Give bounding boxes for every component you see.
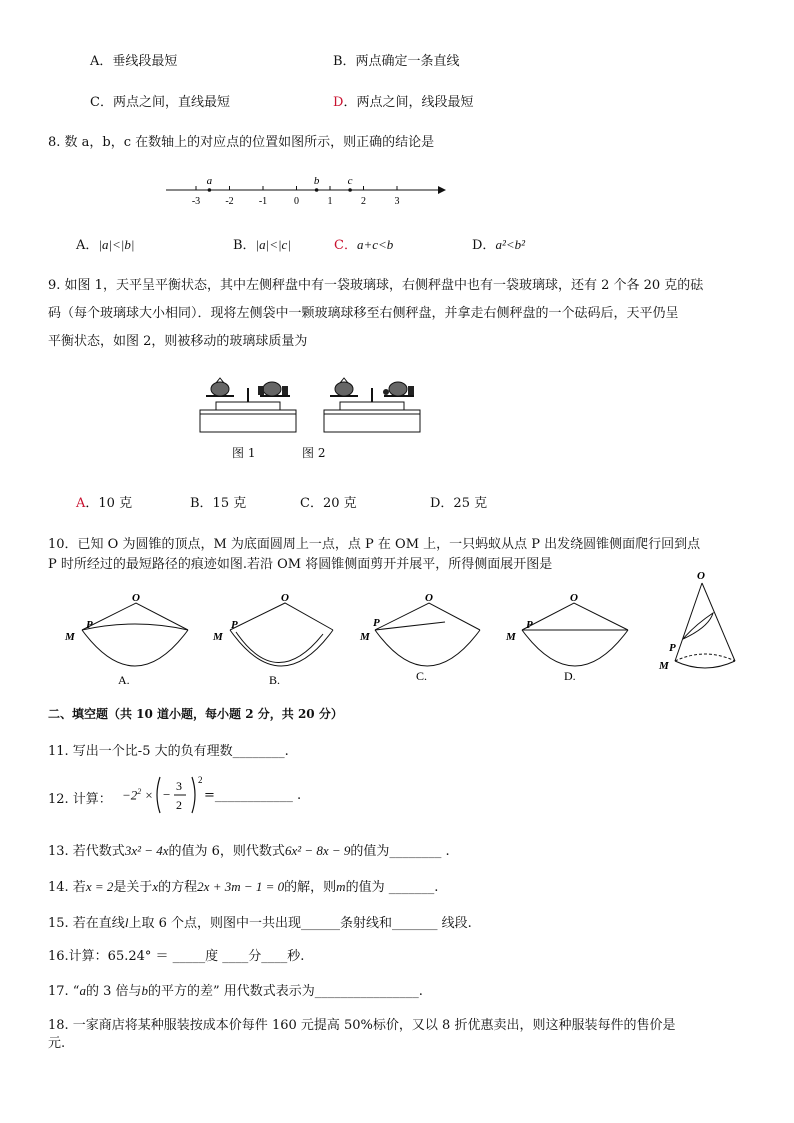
number-line-point-a <box>208 188 212 192</box>
q18-line-1: 18. 一家商店将某种服装按成本价每件 160 元提高 50%标价，又以 8 折优惠卖出，则这种服装每件的售价是 <box>48 1018 676 1033</box>
svg-text:−: − <box>163 787 171 802</box>
q10-line-1: 10．已知 O 为圆锥的顶点，M 为底面圆周上一点，点 P 在 OM 上，一只蚂蚁从点 P 出发绕圆锥侧面爬行回到点 <box>48 537 701 552</box>
bag-of-marbles-right-icon <box>389 382 407 396</box>
weight-icon <box>258 386 264 395</box>
q9-line-1: 9. 如图 1，天平呈平衡状态，其中左侧秤盘中有一袋玻璃球，右侧秤盘中也有一袋玻璃球，还有 2 个各 20 克的砝 <box>48 278 704 293</box>
q10-line-2: P 时所经过的最短路径的痕迹如图.若沿 OM 将圆锥侧面剪开并展平，所得侧面展开图是 <box>48 557 553 572</box>
number-line-point-b <box>315 188 319 192</box>
number-line-tick-label: 0 <box>294 196 299 207</box>
number-line-point-c <box>348 188 352 192</box>
figure-1-caption: 图 1 <box>232 446 256 460</box>
q8-option-a: A．|a|<|b| <box>76 237 135 253</box>
svg-text:P: P <box>86 619 93 631</box>
svg-text:O: O <box>697 570 705 582</box>
q7-option-d-letter: D <box>333 95 344 110</box>
number-line-tick-label: -1 <box>258 196 268 207</box>
svg-text:M: M <box>65 631 75 643</box>
svg-text:2: 2 <box>176 798 182 812</box>
q11: 11. 写出一个比-5 大的负有理数________. <box>48 744 289 759</box>
q9-option-a: A．10 克 <box>76 496 133 511</box>
q7-option-d <box>333 91 473 110</box>
q9-option-c: C．20 克 <box>300 496 357 511</box>
number-line-point-label-a: a <box>206 175 213 187</box>
q8-option-c: C．a+c<b <box>334 237 394 253</box>
number-line-point-label-b: b <box>313 175 320 187</box>
q8-number-line <box>160 172 450 208</box>
svg-text:M: M <box>360 631 370 643</box>
weight-icon <box>282 386 288 395</box>
svg-text:O: O <box>281 592 289 604</box>
q14: 14. 若x = 2是关于x的方程2x + 3m − 1 = 0的解，则m的值为 _______. <box>48 879 439 895</box>
number-line-tick-label: -2 <box>225 196 234 207</box>
balance-figure-2 <box>322 374 422 434</box>
q18-line-2: 元. <box>48 1036 66 1051</box>
number-line-tick-label: 3 <box>394 196 400 207</box>
svg-text:A.: A. <box>118 673 130 687</box>
svg-text:O: O <box>425 592 433 604</box>
svg-text:P: P <box>373 617 380 629</box>
section-2-heading: 二、填空题（共 10 道小题，每小题 2 分，共 20 分） <box>48 707 343 721</box>
svg-text:O: O <box>570 592 578 604</box>
q7-option-a: A．垂线段最短 <box>90 54 178 69</box>
number-line-arrow-icon <box>438 186 446 194</box>
svg-text:M: M <box>659 660 669 672</box>
q9-line-3: 平衡状态，如图 2，则被移动的玻璃球质量为 <box>48 334 308 349</box>
q8-option-b: B．|a|<|c| <box>233 237 291 253</box>
q10-fan-c <box>355 592 495 687</box>
svg-text:P: P <box>526 619 533 631</box>
q10-fan-a <box>60 592 200 687</box>
q9-line-2: 码（每个玻璃球大小相同）．现将左侧袋中一颗玻璃球移至右侧秤盘，并拿走右侧秤盘的一个砝码后，天平仍呈 <box>48 306 679 321</box>
svg-text:C.: C. <box>416 669 428 683</box>
q9-option-d: D．25 克 <box>430 496 488 511</box>
svg-text:M: M <box>213 631 223 643</box>
q9-option-b: B．15 克 <box>190 496 247 511</box>
weight-icon <box>408 386 414 395</box>
q8-stem: 8. 数 a，b，c 在数轴上的对应点的位置如图所示，则正确的结论是 <box>48 135 435 150</box>
q10-cone <box>655 565 745 685</box>
figure-2-caption: 图 2 <box>302 446 326 460</box>
balance-figure-1 <box>198 374 298 434</box>
q13: 13. 若代数式3x² − 4x的值为 6，则代数式6x² − 8x − 9的值为________ . <box>48 843 450 859</box>
q12-fraction-expression <box>154 775 206 815</box>
number-line-tick-label: 1 <box>327 196 333 207</box>
svg-text:D.: D. <box>564 669 576 683</box>
q17: 17. “a的 3 倍与b的平方的差” 用代数式表示为________________. <box>48 983 423 999</box>
number-line-tick-label: 2 <box>361 196 366 207</box>
bag-of-marbles-right-icon <box>263 382 281 396</box>
svg-text:P: P <box>231 619 238 631</box>
q15: 15. 若在直线l上取 6 个点，则图中一共出现______条射线和_______ 线段. <box>48 915 472 931</box>
svg-text:B.: B. <box>269 673 281 687</box>
q7-option-c: C．两点之间，直线最短 <box>90 95 230 110</box>
marble-icon <box>383 389 389 395</box>
q7-option-b: B．两点确定一条直线 <box>333 54 460 69</box>
q10-fan-b <box>205 592 345 687</box>
bag-of-marbles-left-icon <box>211 382 229 396</box>
number-line-point-label-c: c <box>347 175 353 187</box>
number-line-tick-label: -3 <box>191 196 201 207</box>
svg-text:M: M <box>506 631 516 643</box>
bag-of-marbles-left-icon <box>335 382 353 396</box>
q8-option-d: D．a²<b² <box>472 237 526 253</box>
q12-minus-two-squared: $-2^2$ × <box>122 787 154 803</box>
svg-text:P: P <box>669 642 676 654</box>
svg-text:3: 3 <box>176 779 182 793</box>
svg-text:2: 2 <box>198 775 203 785</box>
q10-fan-d <box>500 592 640 687</box>
q16: 16.计算：65.24° ＝ _____度 ____分____秒. <box>48 949 305 964</box>
svg-text:O: O <box>132 592 140 604</box>
q7-option-d-text: ．两点之间，线段最短 <box>343 95 474 110</box>
